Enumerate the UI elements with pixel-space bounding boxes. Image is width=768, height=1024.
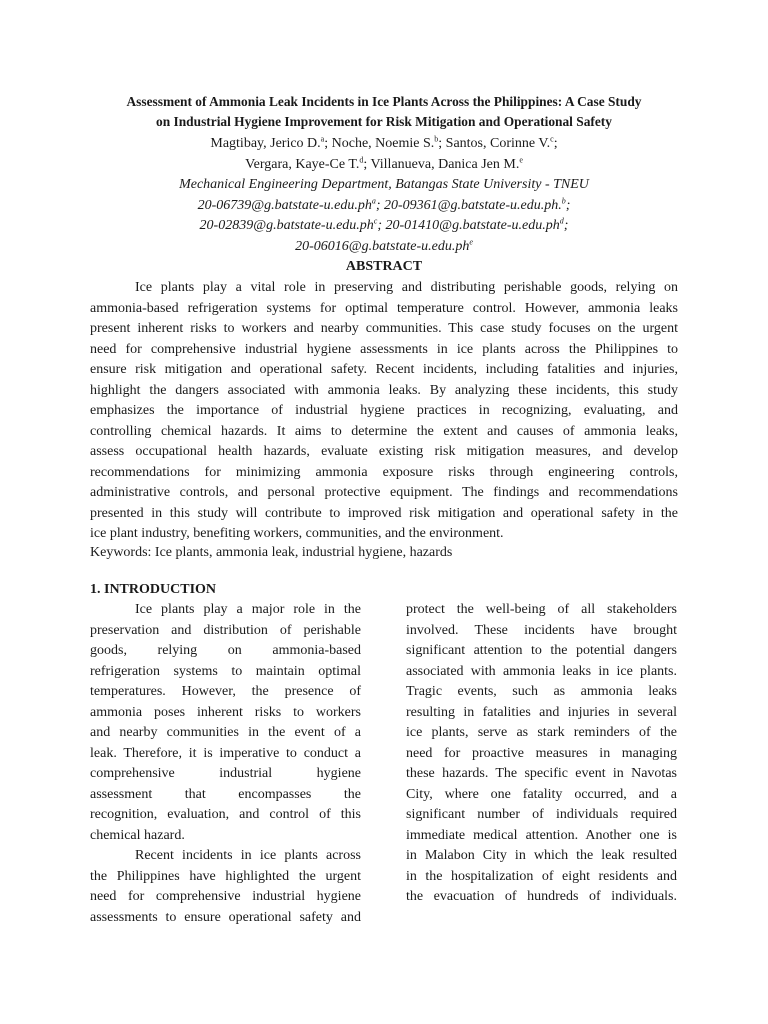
email: 20-02839@g.batstate-u.edu.ph bbox=[199, 218, 374, 233]
body-line: associated with ammonia leaks in ice plants. bbox=[406, 663, 677, 679]
body-line: the evacuation of hundreds of individuals. bbox=[406, 889, 677, 904]
body-line: need for proactive measures in managing bbox=[406, 745, 677, 761]
intro-left-column bbox=[90, 600, 361, 928]
body-line: Recent incidents in ice plants across bbox=[135, 848, 361, 863]
body-line: in Malabon City in which the leak resulted bbox=[406, 848, 677, 863]
email-line-3 bbox=[80, 237, 688, 258]
body-line: involved. These incidents have brought bbox=[406, 622, 677, 638]
abstract-line: administrative controls, and personal protective equipment. The findings and recommendations bbox=[90, 485, 678, 500]
abstract-line: Ice plants play a vital role in preserving and distributing perishable goods, relying on bbox=[135, 280, 678, 295]
author-marker: b bbox=[434, 134, 439, 144]
email-line-1 bbox=[80, 196, 688, 217]
body-line: comprehensive industrial hygiene bbox=[90, 766, 361, 781]
abstract-line: present inherent risks to workers and nearby communities. This case study focuses on the urgent bbox=[90, 321, 678, 336]
abstract-line: ensure risk mitigation and operational safety. Recent incidents, including fatalities and injuries, bbox=[90, 362, 678, 377]
author-list bbox=[80, 134, 688, 175]
author-line-2 bbox=[80, 155, 688, 176]
abstract-line: recommendations for minimizing ammonia exposure risks through engineering controls, bbox=[90, 464, 678, 480]
body-line: City, where one fatality occurred, and a bbox=[406, 786, 677, 802]
author-marker: d bbox=[359, 154, 364, 164]
email: 20-06739@g.batstate-u.edu.ph bbox=[197, 197, 372, 213]
email-separator: ; bbox=[563, 218, 569, 233]
body-line: immediate medical attention. Another one is bbox=[406, 827, 677, 843]
title-line-2: on Industrial Hygiene Improvement for Risk Mitigation and Operational Safety bbox=[156, 114, 612, 129]
title-line-1: Assessment of Ammonia Leak Incidents in Ice Plants Across the Philippines: A Case Study bbox=[126, 94, 642, 109]
body-line: the Philippines have highlighted the urgent bbox=[90, 868, 361, 884]
email-marker: c bbox=[373, 216, 378, 226]
author-marker: c bbox=[550, 134, 554, 144]
body-line: leak. Therefore, it is imperative to conduct a bbox=[90, 745, 361, 761]
email-line-2 bbox=[80, 216, 688, 237]
body-line: in the hospitalization of eight residents and bbox=[406, 868, 677, 884]
abstract-line: assess occupational health hazards, evaluate existing risk mitigation measures, and develop bbox=[90, 444, 678, 459]
author-name: ; Villanueva, Danica Jen M. bbox=[363, 156, 520, 172]
email-marker: e bbox=[469, 236, 473, 246]
body-line: recognition, evaluation, and control of this bbox=[90, 807, 361, 822]
author-marker: e bbox=[519, 154, 523, 164]
author-marker: a bbox=[320, 134, 325, 144]
email: 20-06016@g.batstate-u.edu.ph bbox=[295, 238, 470, 254]
body-line: protect the well-being of all stakeholders bbox=[406, 602, 677, 617]
author-name: Vergara, Kaye-Ce T. bbox=[245, 156, 360, 172]
abstract-line: need for comprehensive industrial hygiene assessments in ice plants across the Philippines to bbox=[90, 341, 678, 357]
department: Mechanical Engineering Department, Batangas State University - TNEU bbox=[179, 177, 589, 192]
body-line: Tragic events, such as ammonia leaks bbox=[406, 684, 677, 699]
abstract-line: highlight the dangers associated with ammonia leaks. By analyzing these incidents, this study bbox=[90, 382, 678, 398]
intro-right-column bbox=[406, 600, 677, 908]
author-line-1 bbox=[80, 134, 688, 155]
abstract-heading: ABSTRACT bbox=[345, 259, 423, 274]
abstract-line: ice plant industry, benefiting workers, communities, and the environment. bbox=[90, 526, 504, 541]
email-marker: d bbox=[559, 216, 564, 226]
author-separator: ; bbox=[553, 136, 558, 151]
abstract-line: presented in this study will contribute to improved risk mitigation and operational safety in the bbox=[90, 505, 678, 521]
body-line: assessments to ensure operational safety and bbox=[90, 909, 361, 925]
email: ; 20-09361@g.batstate-u.edu.ph. bbox=[375, 197, 562, 213]
introduction-heading: 1. INTRODUCTION bbox=[90, 582, 217, 597]
abstract-line: emphasizes the importance of industrial hygiene practices in recognizing, evaluating, and bbox=[90, 403, 678, 418]
abstract-line: controlling chemical hazards. It aims to determine the extent and causes of ammonia leaks, bbox=[90, 423, 678, 439]
abstract-line: ammonia-based refrigeration systems for optimal temperature control. However, ammonia leaks bbox=[90, 300, 678, 316]
body-line: preservation and distribution of perishable bbox=[90, 622, 361, 638]
body-line: significant number of individuals required bbox=[406, 807, 677, 822]
email: ; 20-01410@g.batstate-u.edu.ph bbox=[377, 218, 560, 233]
body-line: Ice plants play a major role in the bbox=[135, 602, 361, 617]
abstract-body bbox=[90, 278, 678, 545]
body-line: and nearby communities in the event of a bbox=[90, 725, 361, 740]
author-name: ; Noche, Noemie S. bbox=[324, 136, 435, 151]
author-name: Magtibay, Jerico D. bbox=[210, 136, 321, 151]
body-line: significant attention to the potential dangers bbox=[406, 643, 677, 658]
body-line: goods, relying on ammonia-based bbox=[90, 643, 361, 658]
body-line: temperatures. However, the presence of bbox=[90, 684, 361, 699]
affiliation-block bbox=[80, 175, 688, 257]
body-line: ammonia poses inherent risks to workers bbox=[90, 704, 361, 720]
body-line: need for comprehensive industrial hygiene bbox=[90, 889, 361, 904]
body-line: resulting in fatalities and injuries in several bbox=[406, 704, 677, 720]
keywords: Keywords: Ice plants, ammonia leak, industrial hygiene, hazards bbox=[90, 545, 453, 560]
body-line: these hazards. The specific event in Navotas bbox=[406, 766, 677, 781]
body-line: ice plants, serve as stark reminders of the bbox=[406, 725, 677, 740]
paper-title bbox=[80, 92, 688, 132]
email-marker: a bbox=[371, 195, 376, 205]
author-name: ; Santos, Corinne V. bbox=[438, 136, 551, 151]
body-line: refrigeration systems to maintain optimal bbox=[90, 663, 361, 679]
body-line: assessment that encompasses the bbox=[90, 786, 361, 802]
email-marker: b bbox=[561, 195, 566, 205]
body-line: chemical hazard. bbox=[90, 827, 185, 843]
email-separator: ; bbox=[565, 197, 571, 213]
